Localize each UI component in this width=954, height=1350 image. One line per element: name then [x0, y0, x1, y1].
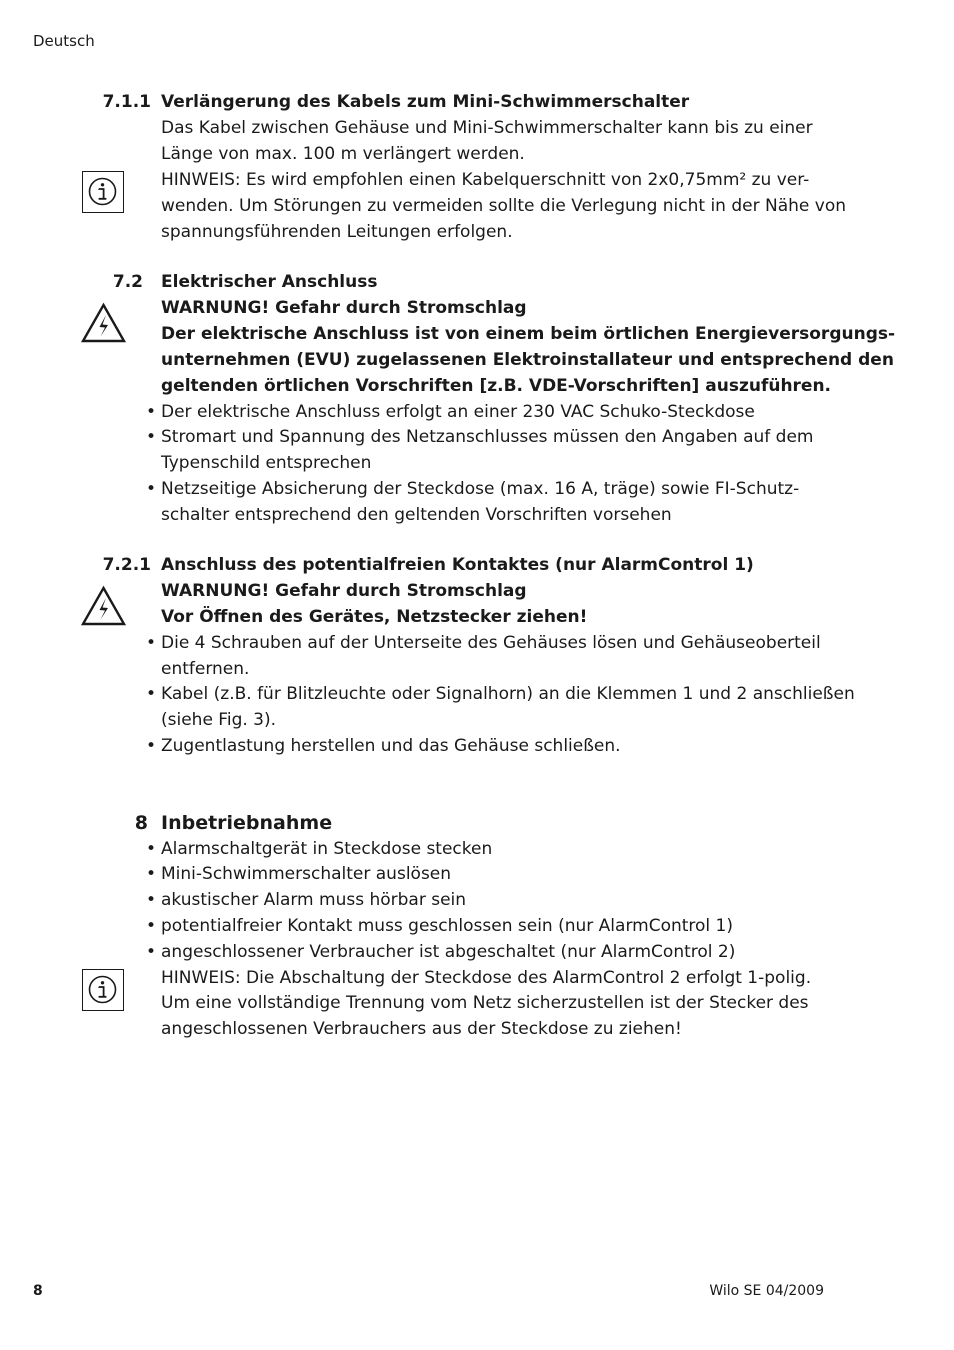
electric-warning-icon: [80, 585, 127, 627]
list-item: Der elektrische Anschluss erfolgt an einer 230 VAC Schuko-Steckdose: [161, 402, 755, 422]
section-number-7-2-1: 7.2.1: [102, 555, 151, 575]
list-item: Zugentlastung herstellen und das Gehäuse schließen.: [161, 736, 621, 756]
footer-publisher: Wilo SE 04/2009: [709, 1283, 824, 1299]
section-number-7-2: 7.2: [112, 272, 143, 292]
warning-heading: WARNUNG! Gefahr durch Stromschlag: [161, 298, 527, 318]
bullet-glyph: •: [146, 402, 157, 422]
list-item-continued: entfernen.: [161, 659, 250, 679]
list-item: akustischer Alarm muss hörbar sein: [161, 890, 467, 910]
bullet-glyph: •: [146, 942, 157, 962]
warning-heading: WARNUNG! Gefahr durch Stromschlag: [161, 581, 527, 601]
note-line: spannungsführenden Leitungen erfolgen.: [161, 222, 513, 242]
note-line: wenden. Um Störungen zu vermeiden sollte die Verlegung nicht in der Nähe von: [161, 196, 847, 216]
bullet-glyph: •: [146, 916, 157, 936]
list-item: Netzseitige Absicherung der Steckdose (max. 16 A, träge) sowie FI-Schutz-: [161, 479, 800, 499]
page-number: 8: [33, 1283, 43, 1299]
section-number-8: 8: [134, 812, 148, 834]
warning-line: geltenden örtlichen Vorschriften [z.B. VDE-Vorschriften] auszuführen.: [161, 376, 832, 396]
list-item: Mini-Schwimmerschalter auslösen: [161, 864, 452, 884]
list-item: Kabel (z.B. für Blitzleuchte oder Signalhorn) an die Klemmen 1 und 2 anschließen: [161, 684, 855, 704]
warning-line: Der elektrische Anschluss ist von einem beim örtlichen Energieversorgungs-: [161, 324, 896, 344]
bullet-glyph: •: [146, 684, 157, 704]
bullet-glyph: •: [146, 427, 157, 447]
list-item-continued: schalter entsprechend den geltenden Vorschriften vorsehen: [161, 505, 672, 525]
note-line: Um eine vollständige Trennung vom Netz sicherzustellen ist der Stecker des: [161, 993, 809, 1013]
bullet-glyph: •: [146, 633, 157, 653]
electric-warning-icon: [80, 302, 127, 344]
list-item: potentialfreier Kontakt muss geschlossen sein (nur AlarmControl 1): [161, 916, 733, 936]
section-number-7-1-1: 7.1.1: [102, 92, 151, 112]
bullet-glyph: •: [146, 864, 157, 884]
list-item: Die 4 Schrauben auf der Unterseite des Gehäuses lösen und Gehäuseoberteil: [161, 633, 821, 653]
note-line: HINWEIS: Es wird empfohlen einen Kabelquerschnitt von 2x0,75mm² zu ver-: [161, 170, 810, 190]
list-item-continued: (siehe Fig. 3).: [161, 710, 277, 730]
info-icon: [82, 969, 124, 1011]
section-title-7-2-1: Anschluss des potentialfreien Kontaktes (nur AlarmControl 1): [161, 555, 754, 575]
bullet-glyph: •: [146, 839, 157, 859]
list-item: Alarmschaltgerät in Steckdose stecken: [161, 839, 493, 859]
body-line: Länge von max. 100 m verlängert werden.: [161, 144, 525, 164]
warning-line: Vor Öffnen des Gerätes, Netzstecker ziehen!: [161, 607, 588, 627]
note-line: HINWEIS: Die Abschaltung der Steckdose des AlarmControl 2 erfolgt 1-polig.: [161, 968, 812, 988]
section-title-7-2: Elektrischer Anschluss: [161, 272, 378, 292]
section-title-7-1-1: Verlängerung des Kabels zum Mini-Schwimmerschalter: [161, 92, 690, 112]
section-title-8: Inbetriebnahme: [161, 812, 333, 834]
bullet-glyph: •: [146, 479, 157, 499]
list-item: angeschlossener Verbraucher ist abgeschaltet (nur AlarmControl 2): [161, 942, 736, 962]
note-line: angeschlossenen Verbrauchers aus der Steckdose zu ziehen!: [161, 1019, 682, 1039]
bullet-glyph: •: [146, 890, 157, 910]
body-line: Das Kabel zwischen Gehäuse und Mini-Schwimmerschalter kann bis zu einer: [161, 118, 813, 138]
list-item: Stromart und Spannung des Netzanschlusses müssen den Angaben auf dem: [161, 427, 814, 447]
list-item-continued: Typenschild entsprechen: [161, 453, 372, 473]
warning-line: unternehmen (EVU) zugelassenen Elektroinstallateur und entsprechend den: [161, 350, 894, 370]
bullet-glyph: •: [146, 736, 157, 756]
info-icon: [82, 171, 124, 213]
header-language: Deutsch: [33, 32, 95, 50]
